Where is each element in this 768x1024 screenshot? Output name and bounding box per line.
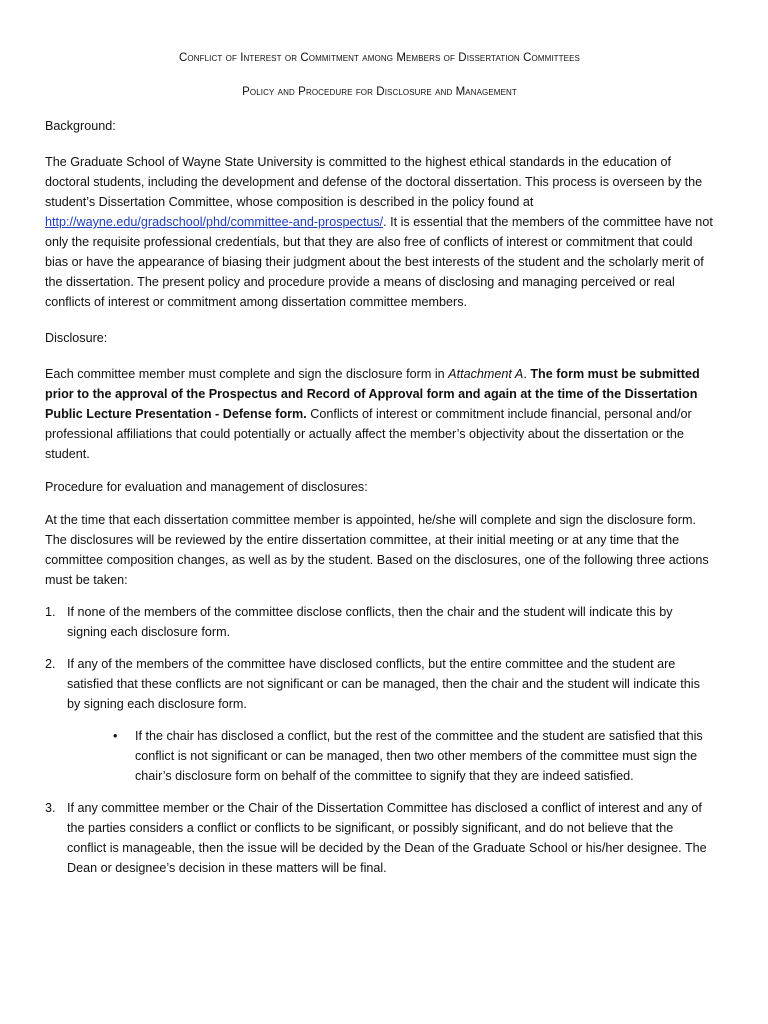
actions-list bbox=[45, 602, 714, 878]
list-item bbox=[45, 654, 714, 786]
procedure-heading: Procedure for evaluation and management of disclosures: bbox=[45, 480, 368, 494]
document-title: Conflict of Interest or Commitment among Members of Dissertation Committees bbox=[179, 52, 580, 64]
disclosure-text-2: . bbox=[523, 367, 531, 381]
bullet-icon: • bbox=[113, 729, 118, 743]
procedure-intro: At the time that each dissertation committee member is appointed, he/she will complete and sign the disclosure form. The disclosures will be reviewed by the entire dissertation committee, at their initial meeting or at any time that the committee composition changes, as well as by the student. Based on the disclosures, one of the following three actions must be taken: bbox=[45, 513, 709, 587]
list-item bbox=[45, 798, 714, 878]
committee-policy-link[interactable]: http://wayne.edu/gradschool/phd/committee-and-prospectus/ bbox=[45, 215, 384, 229]
list-item-number: 3. bbox=[45, 801, 56, 815]
document-subtitle: Policy and Procedure for Disclosure and Management bbox=[242, 86, 517, 98]
disclosure-heading: Disclosure: bbox=[45, 331, 108, 345]
background-heading: Background: bbox=[45, 119, 116, 133]
sub-list-item bbox=[89, 726, 714, 786]
background-text-2: . It is essential that the members of the committee have not only the requisite professional credentials, but that they are also free of conflicts of interest or commitment that could bias or have the appearance of biasing their judgment about the best interests of the student and the scholarly merit of the dissertation. The present policy and procedure provide a means of disclosing and managing perceived or real conflicts of interest or commitment among dissertation committee members. bbox=[45, 215, 713, 309]
list-item-number: 1. bbox=[45, 605, 56, 619]
list-item-text: If any committee member or the Chair of the Dissertation Committee has disclosed a conflict of interest and any of the parties considers a conflict or conflicts to be significant, or possibly significant, and do not believe that the conflict is manageable, then the issue will be decided by the Dean of the Graduate School or his/her designee. The Dean or designee’s decision in these matters will be final. bbox=[67, 801, 707, 875]
list-item-number: 2. bbox=[45, 657, 56, 671]
disclosure-paragraph bbox=[45, 364, 714, 464]
background-text-1: The Graduate School of Wayne State University is committed to the highest ethical standards in the education of doctoral students, including the development and defense of the doctoral dissertation. This process is overseen by the student’s Dissertation Committee, whose composition is described in the policy found at bbox=[45, 155, 703, 209]
list-item-text: If any of the members of the committee have disclosed conflicts, but the entire committee and the student are satisfied that these conflicts are not significant or can be managed, then the chair and the student will indicate this by signing each disclosure form. bbox=[67, 657, 700, 711]
background-paragraph bbox=[45, 152, 714, 312]
disclosure-text-1: Each committee member must complete and sign the disclosure form in bbox=[45, 367, 449, 381]
sub-bullet-list bbox=[67, 726, 714, 786]
sub-list-item-text: If the chair has disclosed a conflict, but the rest of the committee and the student are satisfied that this conflict is not significant or can be managed, then two other members of the committee must sign the chair’s disclosure form on behalf of the committee to signify that they are indeed satisfied. bbox=[135, 729, 703, 783]
disclosure-text-3: Conflicts of interest or commitment include financial, personal and/or professional affiliations that could potentially or actually affect the member’s objectivity about the dissertation or the student. bbox=[45, 407, 692, 461]
list-item-text: If none of the members of the committee disclose conflicts, then the chair and the student will indicate this by signing each disclosure form. bbox=[67, 605, 673, 639]
disclosure-bold-text: The form must be submitted prior to the approval of the Prospectus and Record of Approval form and again at the time of the Dissertation Public Lecture Presentation - Defense form. bbox=[45, 367, 700, 421]
attachment-reference: Attachment A bbox=[448, 367, 524, 381]
list-item bbox=[45, 602, 714, 642]
